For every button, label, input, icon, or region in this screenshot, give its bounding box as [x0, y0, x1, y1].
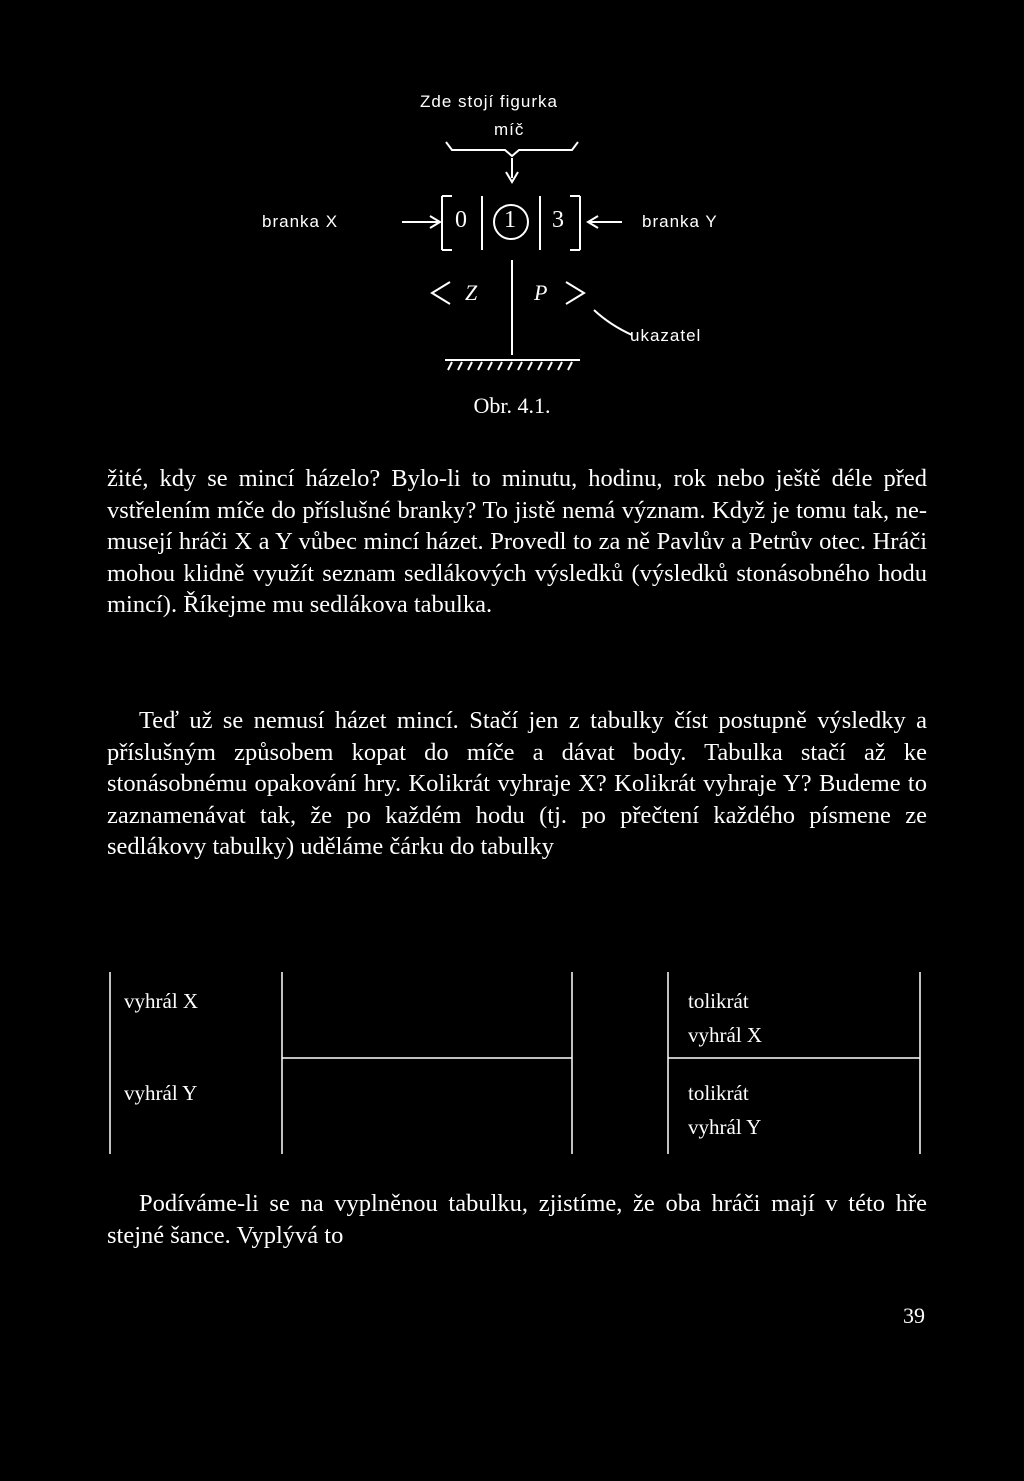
row-y-total-line2: vyhrál Y	[688, 1115, 762, 1139]
paragraph-1	[107, 463, 927, 621]
pointer-right-letter: P	[534, 280, 549, 305]
page-number: 39	[903, 1303, 925, 1328]
row-x-total-line2: vyhrál X	[688, 1023, 763, 1047]
pointer-leader	[594, 310, 632, 335]
tally-table-grid	[108, 968, 922, 1156]
cell-left-value: 0	[455, 207, 468, 233]
paragraph-2-text: Teď už se nemusí házet mincí. Stačí jen z tabulky číst postupně výsledky a příslušným způsobem kopat do míče a dávat body. Tabulka stačí až ke stonásobnému opakování hry. Kolikrát vyhraje X? Kolikrát vyhraje Y? Budeme to zaznamenávat tak, že po každém hodu (tj. po přečtení každého písmene ze sedlákovy tabulky) uděláme čárku do tabulky	[107, 707, 927, 860]
down-arrow	[506, 158, 518, 182]
row-x-total-line1: tolikrát	[688, 989, 749, 1013]
pointer-left-angle	[432, 282, 450, 304]
figure-caption: Obr. 4.1.	[473, 393, 551, 418]
row-y-total-line1: tolikrát	[688, 1081, 749, 1105]
paragraph-3-text: Podíváme-li se na vyplněnou tabulku, zjistíme, že oba hráči mají v této hře stejné šance. Vyplývá to	[107, 1190, 927, 1249]
row-y-label: vyhrál Y	[124, 1081, 198, 1105]
pointer-right-angle	[566, 282, 584, 304]
pointer-left-letter: Z	[465, 280, 479, 305]
right-arrow	[588, 216, 622, 228]
paragraph-2	[107, 705, 927, 863]
figure-top-label: Zde stojí figurka	[420, 92, 558, 111]
tally-table	[108, 968, 922, 1156]
brace-shape	[446, 142, 578, 156]
cell-mid-value: 1	[504, 207, 517, 233]
left-arrow	[402, 216, 440, 228]
cell-right-value: 3	[552, 207, 565, 233]
figure-4-1	[0, 0, 1024, 420]
pointer-label: ukazatel	[630, 326, 702, 345]
ground-hatching	[448, 362, 572, 370]
goal-x-label: branka X	[262, 212, 339, 231]
paragraph-3	[107, 1188, 927, 1251]
paragraph-1-text: žité, kdy se mincí házelo? Bylo-li to minutu, hodinu, rok nebo ještě déle před vstřelením míče do příslušné branky? To jistě nemá význam. Když je tomu tak, ne- musejí hráči X a Y vůbec mincí házet. Provedl to za ně Pavlův a Petrův otec. Hráči mohou klidně využít seznam sedlákových výsledků (výsledků stonásobného hodu mincí). Říkejme mu sedlákova tabulka.	[107, 465, 927, 618]
goal-y-label: branka Y	[642, 212, 718, 231]
row-x-label: vyhrál X	[124, 989, 199, 1013]
ball-label: míč	[494, 120, 525, 139]
